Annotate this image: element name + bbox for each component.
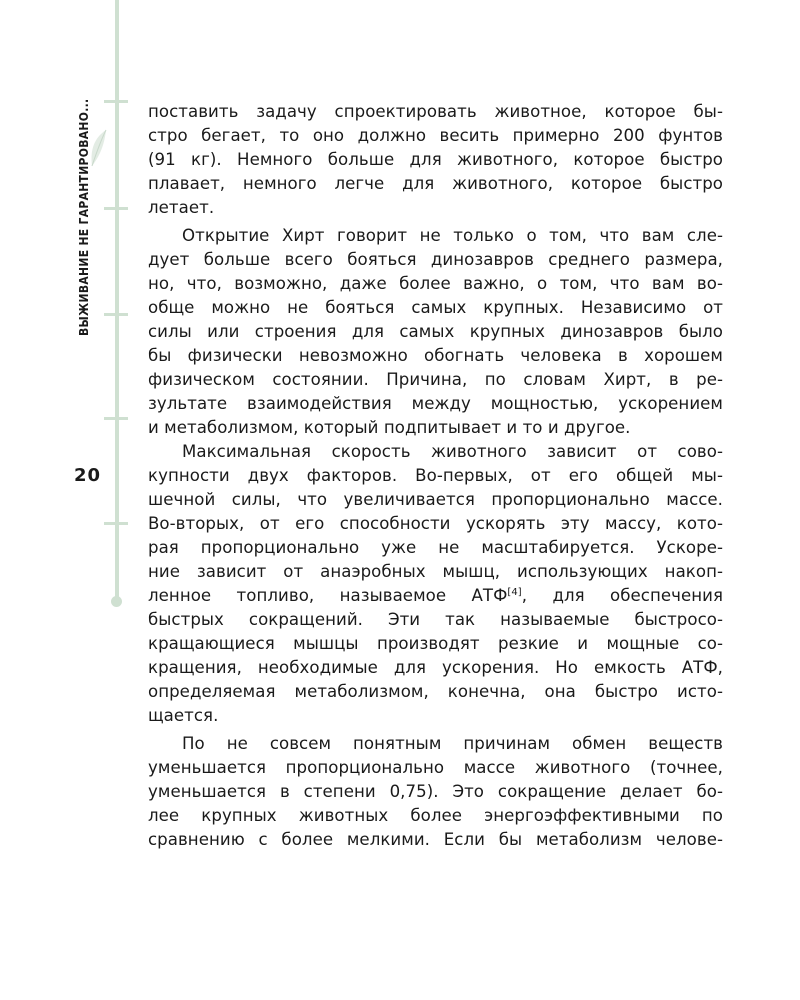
text-line: кращающиеся мышцы производят резкие и мощные со-: [148, 634, 723, 653]
line-text: ленное топливо, называемое АТФ: [148, 586, 508, 605]
paragraph: [148, 224, 723, 440]
text-line: уменьшается пропорционально массе животного (точнее,: [148, 758, 723, 777]
paragraph: [148, 100, 723, 220]
text-line: шечной силы, что увеличивается пропорционально массе.: [148, 490, 723, 509]
text-line: Открытие Хирт говорит не только о том, что вам сле-: [182, 226, 723, 245]
text-line: щается.: [148, 706, 219, 725]
margin-rail-end-dot: [111, 596, 122, 607]
margin-tick: [104, 313, 128, 316]
text-line: физическом состоянии. Причина, по словам Хирт, в ре-: [148, 370, 723, 389]
text-line: рая пропорционально уже не масштабируется. Ускоре-: [148, 538, 723, 557]
margin-tick: [104, 100, 128, 103]
text-line: поставить задачу спроектировать животное, которое бы-: [148, 102, 723, 121]
margin-tick: [104, 207, 128, 210]
text-line: обще можно не бояться самых крупных. Независимо от: [148, 298, 723, 317]
text-line: но, что, возможно, даже более важно, о том, что вам во-: [148, 274, 723, 293]
text-line: и метаболизмом, который подпитывает и то и другое.: [148, 418, 631, 437]
text-line: ние зависит от анаэробных мышц, использующих накоп-: [148, 562, 723, 581]
text-line: кращения, необходимые для ускорения. Но емкость АТФ,: [148, 658, 723, 677]
text-line: дует больше всего бояться динозавров среднего размера,: [148, 250, 723, 269]
text-line: летает.: [148, 198, 215, 217]
text-line: сравнению с более мелкими. Если бы метаболизм челове-: [148, 830, 723, 849]
text-line: плавает, немного легче для животного, которое быстро: [148, 174, 723, 193]
page-number: 20: [74, 465, 102, 486]
text-line: стро бегает, то оно должно весить примерно 200 фунтов: [148, 126, 723, 145]
paragraph: [148, 440, 723, 728]
text-line: бы физически невозможно обогнать человека в хорошем: [148, 346, 723, 365]
margin-rail: [115, 0, 119, 606]
running-head: ВЫЖИВАНИЕ НЕ ГАРАНТИРОВАНО...: [77, 98, 91, 336]
text-line: быстрых сокращений. Эти так называемые быстросо-: [148, 610, 723, 629]
text-line: (91 кг). Немного больше для животного, которое быстро: [148, 150, 723, 169]
text-line: уменьшается в степени 0,75). Это сокращение делает бо-: [148, 782, 723, 801]
body-text: [148, 100, 723, 852]
text-line: зультате взаимодействия между мощностью, ускорением: [148, 394, 723, 413]
line-text: , для обеспечения: [521, 586, 723, 605]
text-line: По не совсем понятным причинам обмен веществ: [182, 734, 723, 753]
text-line: лее крупных животных более энергоэффективными по: [148, 806, 723, 825]
text-line: Максимальная скорость животного зависит от сово-: [182, 442, 723, 461]
margin-tick: [104, 417, 128, 420]
text-line: силы или строения для самых крупных динозавров было: [148, 322, 723, 341]
paragraph: [148, 732, 723, 852]
text-line: определяемая метаболизмом, конечна, она быстро исто-: [148, 682, 723, 701]
text-line-with-footnote: [148, 584, 723, 608]
margin-tick: [104, 522, 128, 525]
text-line: купности двух факторов. Во-первых, от его общей мы-: [148, 466, 723, 485]
footnote-ref[interactable]: [4]: [507, 587, 522, 598]
text-line: Во-вторых, от его способности ускорять эту массу, кото-: [148, 514, 723, 533]
